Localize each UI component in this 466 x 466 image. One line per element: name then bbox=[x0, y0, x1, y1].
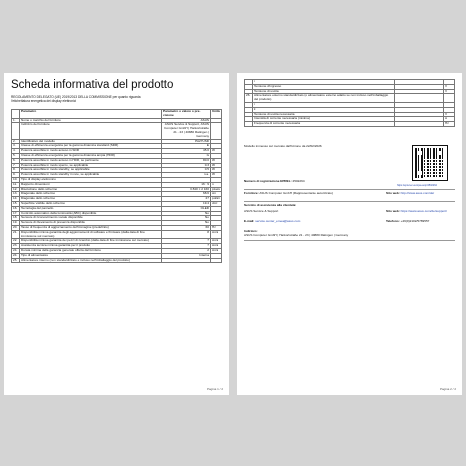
row-number: 13. bbox=[12, 192, 20, 197]
header-value: Parametro o valore o pre-cisione bbox=[162, 110, 211, 119]
row-unit: n bbox=[211, 182, 222, 187]
row-number bbox=[12, 123, 20, 139]
row-number: 26. bbox=[245, 94, 253, 103]
row-number: 17. bbox=[12, 211, 20, 216]
row-value: 19.4 bbox=[162, 201, 211, 206]
email-label: E-mail: bbox=[244, 219, 255, 223]
row-value: 7 bbox=[162, 244, 211, 249]
row-value bbox=[395, 122, 444, 127]
row-value: ASUS bbox=[162, 118, 211, 123]
row-number: 10. bbox=[12, 177, 20, 182]
row-parameter: Potenza assorbita in modo spento, se applicabile bbox=[20, 163, 162, 168]
row-parameter: i bbox=[253, 102, 395, 107]
row-value: 2 bbox=[162, 248, 211, 253]
table-header-row bbox=[12, 110, 222, 119]
row-unit: Anni bbox=[211, 230, 222, 239]
phone-label: Telefono: bbox=[386, 219, 400, 223]
row-unit: A bbox=[444, 117, 455, 122]
row-unit: pixels bbox=[212, 186, 220, 191]
row-number: 1. bbox=[12, 118, 20, 123]
table-row bbox=[245, 122, 455, 127]
regulation-intro bbox=[11, 95, 211, 104]
row-parameter: Classe di efficienza energetica per la gamma dinamica standard (SDR) bbox=[20, 144, 162, 149]
row-number: 6. bbox=[12, 158, 20, 163]
row-unit: Hz bbox=[211, 225, 222, 230]
row-number: 22. bbox=[12, 239, 20, 244]
row-parameter: Controllo automatico della luminosità (ABC) disponibile bbox=[20, 211, 162, 216]
row-unit: V bbox=[444, 112, 455, 117]
row-value: G bbox=[162, 153, 211, 158]
row-number: 5. bbox=[12, 153, 20, 158]
row-value: ASUS Service & Support, ASUS Computer GmbH | Harkortstraße 21 - 23 | 40880 Ratingen | Germany bbox=[162, 123, 211, 139]
row-value bbox=[395, 94, 444, 103]
row-value: 16 : 9 bbox=[162, 182, 211, 187]
row-parameter: Identificativo del modello bbox=[20, 139, 162, 144]
eprel-registration bbox=[244, 180, 404, 184]
row-parameter: Tensione di uscita necessaria bbox=[253, 112, 395, 117]
row-number: 7. bbox=[12, 163, 20, 168]
power-supply-table bbox=[244, 79, 455, 127]
row-unit: pollici bbox=[212, 196, 220, 201]
supplier-row bbox=[244, 192, 455, 196]
row-parameter: Alimentatore esterno standardizzato (o alimentatore esterno adatto se non incluso nell'imballaggio del prodotto) bbox=[253, 94, 395, 103]
row-value: 27 bbox=[162, 197, 211, 202]
row-parameter: Indirizzo del fornitore bbox=[20, 123, 162, 139]
row-value: No bbox=[162, 216, 211, 221]
row-value: No bbox=[162, 211, 211, 216]
row-parameter: Diagonale dello schermo bbox=[20, 197, 162, 202]
row-parameter: Tecnologia del pannello bbox=[20, 206, 162, 211]
row-number: 25. bbox=[12, 258, 20, 263]
row-value: 68.6 bbox=[162, 192, 211, 197]
row-parameter: Frequenza di corrente necessaria bbox=[253, 122, 395, 127]
row-unit bbox=[211, 123, 222, 139]
intro-line: l'etichettatura energetica dei display elettronici bbox=[11, 99, 77, 104]
row-parameter: Tipo di display elettronico bbox=[20, 177, 162, 182]
row-unit: Anni bbox=[211, 248, 222, 253]
row-number: 24. bbox=[12, 248, 20, 253]
support-email-link[interactable]: service.center_emea@asus.com bbox=[255, 219, 301, 223]
row-value: 45.0 bbox=[162, 149, 211, 154]
row-unit: Anni bbox=[211, 244, 222, 249]
page-two bbox=[237, 73, 462, 395]
row-parameter: Assistenza tecnica minima garantita per il prodotto bbox=[20, 244, 162, 249]
page-footer: Pagina 1 / 2 bbox=[206, 387, 223, 391]
row-parameter: Disponibilità minima garantita dei pezzi di ricambio (dalla data di fine immissione sul mercato) bbox=[20, 239, 162, 244]
row-parameter: Rapporto dimensioni bbox=[20, 182, 162, 187]
service-title: Servizio di assistenza alla clientela: bbox=[244, 203, 297, 207]
row-value: n.a. bbox=[162, 173, 211, 178]
address-label: Indirizzo: bbox=[244, 229, 258, 233]
row-number: 11. bbox=[12, 182, 20, 187]
contact-row bbox=[244, 220, 455, 224]
row-number: 24. bbox=[12, 253, 20, 258]
row-unit: V bbox=[444, 84, 455, 89]
row-unit bbox=[444, 94, 455, 103]
row-number: 23. bbox=[12, 244, 20, 249]
row-number: 16. bbox=[12, 206, 20, 211]
supplier-value: ASUS Computer GmbH (Rappresentante autorizzato) bbox=[259, 191, 333, 195]
row-value: OLED bbox=[162, 206, 211, 211]
row-parameter: Diagonale dello schermo bbox=[20, 192, 162, 197]
address-value: ASUS Computer GmbH | Harkortstraße 21 - 23 | 40880 Ratingen | Germany bbox=[244, 232, 349, 237]
market-date: Modello immesso sul mercato dall'Unione da 22/02/2026 bbox=[244, 144, 322, 148]
divider bbox=[244, 240, 455, 241]
row-number: 3. bbox=[12, 144, 20, 149]
row-value: PA27USD bbox=[162, 139, 211, 144]
row-unit: W bbox=[211, 158, 222, 163]
supplier-label: Fornitore: bbox=[244, 191, 259, 195]
table-row bbox=[12, 123, 222, 139]
row-parameter: Intensità di corrente necessaria (minima) bbox=[253, 117, 395, 122]
row-number: 14. bbox=[12, 197, 20, 202]
row-parameter: Alimentatore interno (non standardizzato e incluso nell'imballaggio del prodotto) bbox=[20, 258, 162, 263]
intro-line: REGOLAMENTO DELEGATO (UE) 2019/2013 DELLA COMMISSIONE per quanto riguarda bbox=[11, 95, 141, 99]
row-unit: V bbox=[444, 89, 455, 94]
header-param: Parametro bbox=[20, 110, 162, 119]
row-parameter: Tasso di frequenza di aggiornamento dell'immagine (predefinito) bbox=[20, 225, 162, 230]
row-parameter: Superficie visibile dello schermo bbox=[20, 201, 162, 206]
document-title: Scheda informativa del prodotto bbox=[11, 79, 174, 91]
header-unit: Unità bbox=[211, 110, 222, 119]
product-info-table bbox=[11, 109, 222, 263]
row-parameter: Potenza assorbita in modo acceso in HDR, se pertinente bbox=[20, 158, 162, 163]
row-parameter: i bbox=[253, 80, 395, 85]
registration-label: Numero di registrazione EPREL: bbox=[244, 179, 292, 183]
row-number: 8. bbox=[12, 168, 20, 173]
row-parameter: Tensione d'ingresso bbox=[253, 84, 395, 89]
row-number: 20. bbox=[12, 225, 20, 230]
row-unit: cm bbox=[211, 192, 222, 197]
support-website-link[interactable]: https://www.asus.com/de/support/ bbox=[400, 209, 447, 213]
row-value: 8 bbox=[162, 230, 211, 239]
supplier-website-link[interactable]: http://www.asus.com/de/ bbox=[400, 191, 435, 195]
divider bbox=[244, 201, 455, 202]
page-footer: Pagina 2 / 2 bbox=[439, 387, 456, 391]
registration-value: 2502264 bbox=[292, 179, 305, 183]
service-row bbox=[244, 210, 455, 214]
row-number bbox=[245, 122, 253, 127]
row-number: 2. bbox=[12, 139, 20, 144]
service-site-label: Sito web: bbox=[386, 209, 400, 213]
row-parameter: Tipo di alimentatore bbox=[20, 253, 162, 258]
row-unit: W bbox=[211, 168, 222, 173]
row-number: 18. bbox=[12, 216, 20, 221]
row-value: 0.5 bbox=[162, 168, 211, 173]
row-unit: dm² bbox=[211, 201, 222, 206]
row-unit bbox=[211, 258, 222, 263]
row-parameter: Classe di efficienza energetica per la gamma dinamica ampia (HDR) bbox=[20, 153, 162, 158]
eprel-link[interactable]: https://eprel.ec.europa.eu/qr/2502264 bbox=[397, 184, 437, 187]
row-number: 12. bbox=[12, 187, 20, 192]
service-section bbox=[244, 204, 455, 208]
row-parameter: Durata minima della garanzia generale offerta dal fornitore bbox=[20, 248, 162, 253]
row-value: No bbox=[162, 221, 211, 226]
row-number: 9. bbox=[12, 173, 20, 178]
qr-code-icon bbox=[413, 146, 447, 180]
table-row bbox=[245, 94, 455, 103]
row-value: 80.0 bbox=[162, 158, 211, 163]
row-value: 0.3 bbox=[162, 163, 211, 168]
table-row bbox=[12, 258, 222, 263]
site-label: Sito web: bbox=[386, 191, 400, 195]
row-value: 3 840 × 2 160 bbox=[162, 187, 211, 192]
row-unit: Anni bbox=[211, 239, 222, 244]
row-parameter: ii bbox=[253, 107, 395, 112]
row-parameter: Potenza assorbita in modo standby in rete, se applicabile bbox=[20, 173, 162, 178]
address-row bbox=[244, 230, 455, 238]
row-unit: W bbox=[211, 173, 222, 178]
row-parameter: Potenza assorbita in modo acceso in SDR bbox=[20, 149, 162, 154]
row-value: E bbox=[162, 144, 211, 149]
row-number: 15. bbox=[12, 201, 20, 206]
row-unit: W bbox=[211, 149, 222, 154]
row-value: 7 bbox=[162, 239, 211, 244]
row-value bbox=[162, 258, 211, 263]
row-unit: W bbox=[211, 163, 222, 168]
row-parameter: Potenza assorbita in modo standby, se applicabile bbox=[20, 168, 162, 173]
divider bbox=[244, 189, 455, 190]
row-value: Interna bbox=[162, 253, 211, 258]
row-value: 60 bbox=[162, 225, 211, 230]
row-parameter: Nome o marchio del fornitore bbox=[20, 118, 162, 123]
row-parameter: Sensore di rilevamento di presenza disponibile bbox=[20, 221, 162, 226]
service-name: ASUS Service & Support bbox=[244, 209, 279, 213]
row-number: 19. bbox=[12, 221, 20, 226]
row-parameter: Sensore di riconoscimento vocale disponibile bbox=[20, 216, 162, 221]
row-parameter: Disponibilità minima garantita degli aggiornamenti di software e firmware (dalla data di fine immissione sul mercato) bbox=[20, 230, 162, 239]
row-unit: Hz bbox=[444, 122, 455, 127]
row-parameter: Tensione di uscita bbox=[253, 89, 395, 94]
row-number: 21. bbox=[12, 230, 20, 239]
row-parameter: Risoluzione dello schermo bbox=[20, 187, 162, 192]
phone-value: +49(0)2102/5789557 bbox=[400, 219, 430, 223]
row-number: 4. bbox=[12, 149, 20, 154]
page-one bbox=[4, 73, 229, 395]
